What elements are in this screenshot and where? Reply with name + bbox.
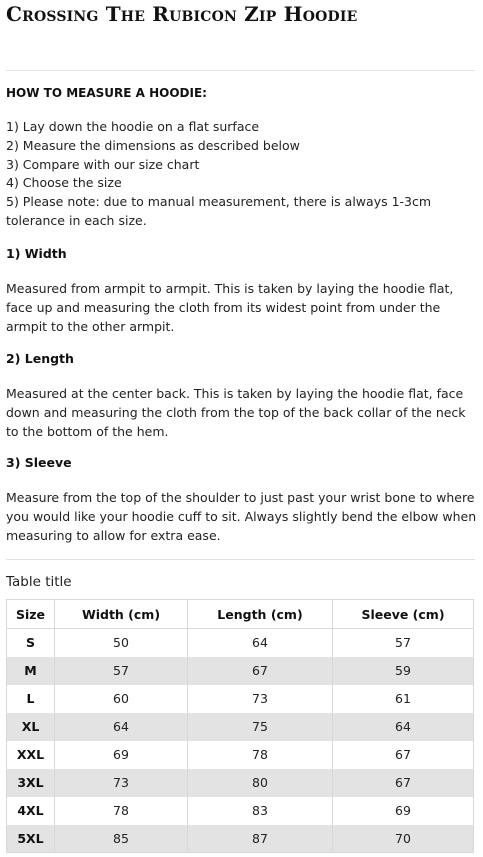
column-header-sleeve: Sleeve (cm) bbox=[333, 600, 474, 629]
column-header-length: Length (cm) bbox=[188, 600, 333, 629]
size-cell: 4XL bbox=[7, 797, 55, 825]
size-cell: 5XL bbox=[7, 825, 55, 853]
length-cell: 64 bbox=[188, 629, 333, 657]
table-row bbox=[7, 797, 474, 825]
sleeve-cell: 67 bbox=[333, 769, 474, 797]
divider-top bbox=[6, 70, 475, 71]
length-cell: 78 bbox=[188, 741, 333, 769]
column-header-width: Width (cm) bbox=[55, 600, 188, 629]
table-row bbox=[7, 657, 474, 685]
table-row bbox=[7, 741, 474, 769]
width-cell: 57 bbox=[55, 657, 188, 685]
table-row bbox=[7, 769, 474, 797]
size-cell: XL bbox=[7, 713, 55, 741]
table-title: Table title bbox=[6, 574, 72, 590]
width-description: Measured from armpit to armpit. This is taken by laying the hoodie flat, face up and measuring the cloth from its widest point from under the armpit to the other armpit. bbox=[6, 281, 454, 334]
size-cell: L bbox=[7, 685, 55, 713]
table-row bbox=[7, 825, 474, 853]
length-description: Measured at the center back. This is taken by laying the hoodie flat, face down and measuring the cloth from the top of the back collar of the neck to the bottom of the hem. bbox=[6, 386, 466, 439]
size-cell: M bbox=[7, 657, 55, 685]
length-heading: 2) Length bbox=[6, 351, 74, 366]
length-cell: 83 bbox=[188, 797, 333, 825]
width-cell: 69 bbox=[55, 741, 188, 769]
length-cell: 80 bbox=[188, 769, 333, 797]
size-cell: 3XL bbox=[7, 769, 55, 797]
howto-heading: HOW TO MEASURE A HOODIE: bbox=[6, 86, 207, 100]
width-cell: 78 bbox=[55, 797, 188, 825]
table-row bbox=[7, 629, 474, 657]
length-cell: 67 bbox=[188, 657, 333, 685]
length-cell: 73 bbox=[188, 685, 333, 713]
size-chart-table bbox=[6, 599, 474, 853]
width-cell: 50 bbox=[55, 629, 188, 657]
width-cell: 64 bbox=[55, 713, 188, 741]
sleeve-cell: 64 bbox=[333, 713, 474, 741]
sleeve-heading: 3) Sleeve bbox=[6, 455, 72, 470]
width-heading: 1) Width bbox=[6, 246, 67, 261]
sleeve-cell: 67 bbox=[333, 741, 474, 769]
column-header-size: Size bbox=[7, 600, 55, 629]
length-cell: 87 bbox=[188, 825, 333, 853]
sleeve-cell: 61 bbox=[333, 685, 474, 713]
howto-step: 2) Measure the dimensions as described below bbox=[6, 137, 300, 153]
howto-step: 1) Lay down the hoodie on a flat surface bbox=[6, 119, 260, 134]
width-cell: 73 bbox=[55, 769, 188, 797]
table-row bbox=[7, 685, 474, 713]
sleeve-cell: 57 bbox=[333, 629, 474, 657]
divider-bottom bbox=[6, 559, 475, 560]
size-cell: S bbox=[7, 629, 55, 657]
howto-steps bbox=[6, 118, 476, 231]
howto-step: 3) Compare with our size chart bbox=[6, 156, 200, 172]
sleeve-cell: 59 bbox=[333, 657, 474, 685]
product-title: Crossing The Rubicon Zip Hoodie bbox=[6, 2, 358, 26]
sleeve-description: Measure from the top of the shoulder to just past your wrist bone to where you would like your hoodie cuff to sit. Always slightly bend the elbow when measuring to allow for extra ease. bbox=[6, 490, 477, 543]
sleeve-cell: 70 bbox=[333, 825, 474, 853]
length-cell: 75 bbox=[188, 713, 333, 741]
table-header-row bbox=[7, 600, 474, 629]
howto-step: 4) Choose the size bbox=[6, 175, 122, 191]
sleeve-cell: 69 bbox=[333, 797, 474, 825]
width-cell: 85 bbox=[55, 825, 188, 853]
width-cell: 60 bbox=[55, 685, 188, 713]
size-cell: XXL bbox=[7, 741, 55, 769]
table-row bbox=[7, 713, 474, 741]
howto-step: 5) Please note: due to manual measurement, there is always 1-3cm tolerance in each size. bbox=[6, 194, 432, 228]
